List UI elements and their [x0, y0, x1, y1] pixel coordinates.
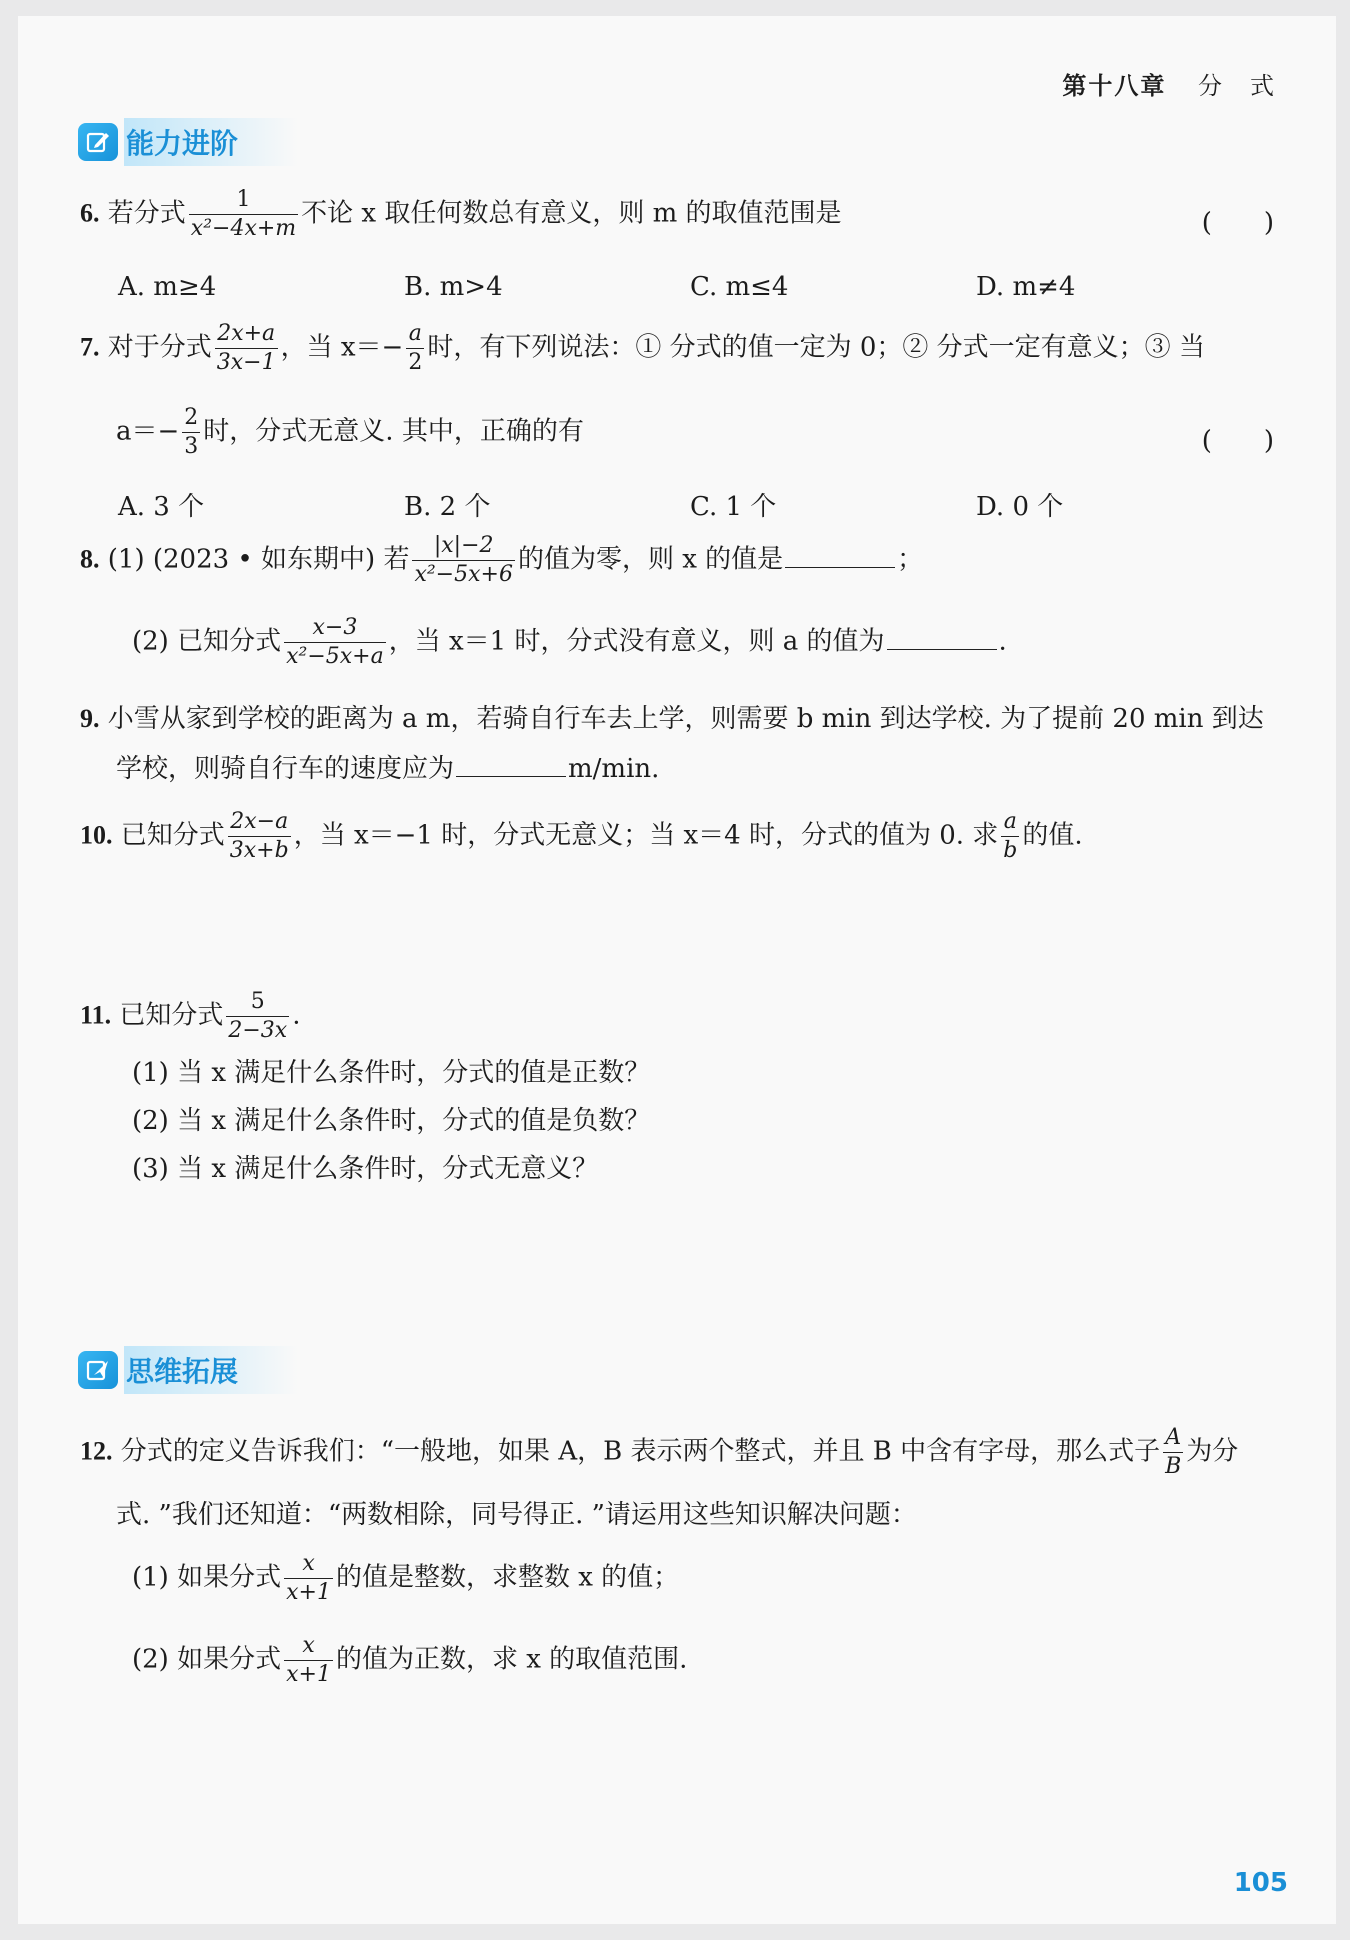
fraction: $\frac{A}{B}$ — [1165, 1425, 1182, 1479]
question-text: 分式的定义告诉我们：“一般地，如果 A，B 表示两个整式，并且 B 中含有字母，那么式子 — [120, 1436, 1161, 1467]
question-6 — [80, 186, 842, 243]
fraction: $\frac{|x|-2}{\text{x²−5x+6}}$ — [414, 533, 513, 587]
fraction: $\frac{1}{\text{x²−4x+m}}$ — [190, 187, 297, 241]
question-text: 的值是整数，求整数 x 的值； — [335, 1562, 680, 1593]
question-text: a＝− — [116, 416, 180, 447]
option-c: C. 1 个 — [690, 492, 777, 522]
question-11-part1: (1) 当 x 满足什么条件时，分式的值是正数？ — [132, 1058, 651, 1088]
answer-blank — [887, 623, 997, 650]
question-11-part3: (3) 当 x 满足什么条件时，分式无意义？ — [132, 1154, 599, 1184]
question-text: (2) 已知分式 — [132, 626, 282, 657]
question-text: ，当 x＝1 时，分式没有意义，则 a 的值为 — [388, 626, 885, 657]
question-text: 时，分式无意义. 其中，正确的有 — [203, 416, 584, 447]
answer-paren: ( ) — [1201, 208, 1274, 238]
question-12-part2 — [132, 1632, 687, 1689]
question-text: 已知分式 — [119, 1000, 224, 1031]
question-text: (1) (2023 • 如东期中) 若 — [107, 544, 410, 575]
question-text: . — [998, 626, 1007, 657]
question-number: 12. — [80, 1436, 113, 1466]
question-number: 7. — [80, 332, 100, 362]
fraction: $\frac{5}{2-3x}$ — [228, 989, 288, 1043]
section-ability — [78, 120, 298, 164]
question-text: 已知分式 — [120, 820, 225, 851]
section-thinking — [78, 1348, 298, 1392]
chapter-title: 分 式 — [1198, 72, 1276, 100]
question-9-line2 — [116, 750, 659, 786]
question-number: 8. — [80, 544, 100, 574]
question-text: (1) 如果分式 — [132, 1562, 282, 1593]
fraction: $\frac{x-3}{\text{x²−5x+a}}$ — [286, 615, 384, 669]
fraction: $\frac{x}{x+1}$ — [286, 1551, 331, 1605]
question-text: ； — [897, 544, 924, 575]
question-11 — [80, 988, 300, 1045]
question-8 — [80, 532, 923, 589]
question-8-part2 — [132, 614, 1007, 671]
question-number: 9. — [80, 704, 100, 733]
question-number: 11. — [80, 1000, 112, 1030]
question-text: (2) 如果分式 — [132, 1644, 282, 1675]
question-text: 时，有下列说法：① 分式的值一定为 0；② 分式一定有意义；③ 当 — [427, 332, 1205, 363]
question-7 — [80, 320, 1205, 377]
page-number: 105 — [1233, 1868, 1288, 1898]
question-9 — [80, 702, 1264, 736]
question-text: 的值为零，则 x 的值是 — [517, 544, 784, 575]
question-text: 为分 — [1186, 1436, 1239, 1467]
option-d: D. m≠4 — [976, 272, 1076, 302]
question-10 — [80, 808, 1083, 865]
question-text: 若分式 — [107, 198, 186, 229]
question-12-line2: 式. ”我们还知道：“两数相除，同号得正. ”请运用这些知识解决问题： — [116, 1500, 917, 1530]
question-12 — [80, 1424, 1238, 1481]
answer-paren: ( ) — [1201, 426, 1274, 456]
question-text: m/min. — [568, 754, 660, 784]
option-a: A. m≥4 — [118, 272, 217, 302]
question-text: 对于分式 — [107, 332, 212, 363]
question-number: 6. — [80, 198, 100, 228]
question-text: 小雪从家到学校的距离为 a m，若骑自行车去上学，则需要 b min 到达学校. 为了提前 20 min 到达 — [107, 704, 1264, 734]
option-c: C. m≤4 — [690, 272, 789, 302]
option-b: B. 2 个 — [404, 492, 491, 522]
question-text: 学校，则骑自行车的速度应为 — [116, 754, 455, 784]
question-text: 的值. — [1022, 820, 1083, 851]
option-b: B. m>4 — [404, 272, 503, 302]
question-text: ，当 x＝− — [280, 332, 404, 363]
fraction: $\frac{2x+a}{3x-1}$ — [216, 321, 276, 375]
answer-blank — [456, 750, 566, 777]
option-a: A. 3 个 — [118, 492, 205, 522]
question-text: ，当 x＝−1 时，分式无意义；当 x＝4 时，分式的值为 0. 求 — [293, 820, 999, 851]
chapter-header — [1062, 66, 1276, 101]
question-text: 的值为正数，求 x 的取值范围. — [335, 1644, 688, 1675]
fraction: $\frac{x}{x+1}$ — [286, 1633, 331, 1687]
question-11-part2: (2) 当 x 满足什么条件时，分式的值是负数？ — [132, 1106, 651, 1136]
fraction: $\frac{a}{2}$ — [408, 321, 423, 375]
fraction: $\frac{2x-a}{3x+b}$ — [229, 809, 289, 863]
option-d: D. 0 个 — [976, 492, 1064, 522]
fraction: $\frac{2}{3}$ — [184, 405, 199, 459]
pencil-icon — [78, 123, 118, 161]
section-title: 思维拓展 — [124, 1346, 298, 1394]
answer-blank — [785, 541, 895, 568]
chapter-number: 第十八章 — [1062, 72, 1167, 100]
question-7-line2 — [116, 404, 584, 461]
question-text: 不论 x 取任何数总有意义，则 m 的取值范围是 — [301, 198, 842, 229]
rocket-icon — [78, 1351, 118, 1389]
question-12-part1 — [132, 1550, 679, 1607]
section-title: 能力进阶 — [124, 118, 298, 166]
fraction: $\frac{a}{b}$ — [1003, 809, 1018, 863]
question-number: 10. — [80, 820, 113, 850]
question-text: . — [292, 1000, 301, 1031]
